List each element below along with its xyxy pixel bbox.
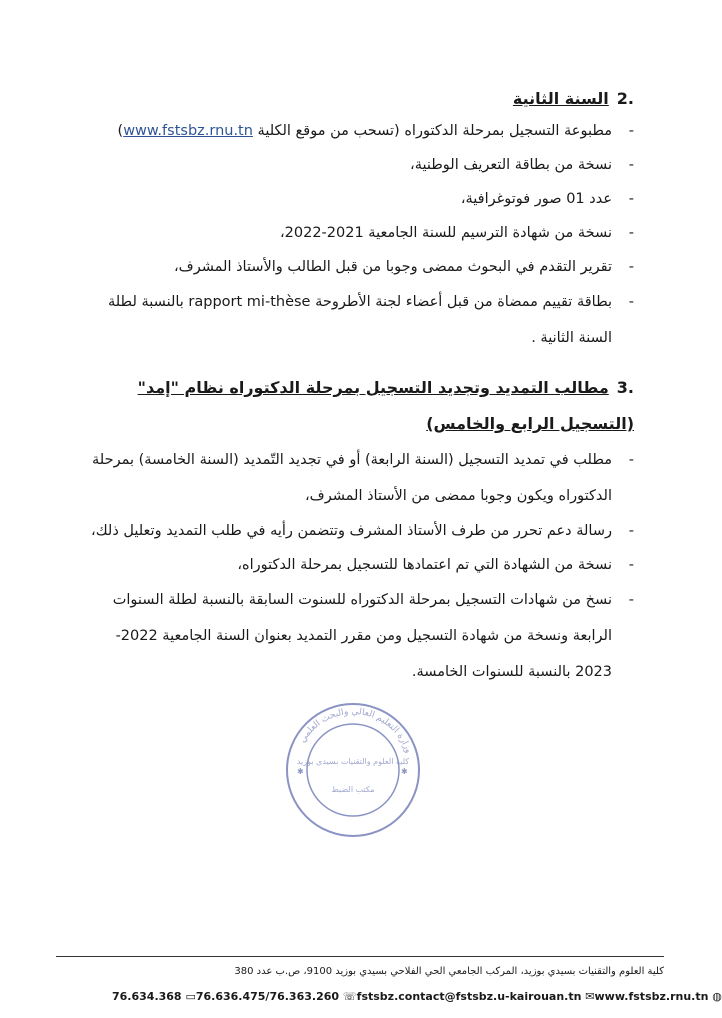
footer-email[interactable]: fstsbz.contact@fstsbz.u-kairouan.tn ✉	[356, 990, 595, 1003]
list-item: - نسخة من الشهادة التي تم اعتمادها للتسجيل بمرحلة الدكتوراه،	[88, 548, 634, 582]
footer-contacts	[112, 990, 722, 1003]
svg-text:✱: ✱	[401, 767, 408, 776]
section-3-number: .3	[616, 378, 634, 397]
list-item: - عدد 01 صور فوتوغرافية،	[88, 182, 634, 216]
email-icon: ✉	[585, 990, 595, 1003]
list-item-text: مطبوعة التسجيل بمرحلة الدكتوراه (تسحب من موقع الكلية	[252, 123, 612, 139]
footer-divider	[56, 956, 664, 957]
list-item: - نسخ من شهادات التسجيل بمرحلة الدكتوراه للسنوت السابقة بالنسبة لطلة السنوات الرابعة ونسخة من شهادة التسجيل ومن مقرر التمديد بعنوان السنة الجامعية 2022-2023 بالنسبة للسنوات الخامسة.	[88, 582, 634, 690]
svg-text:وزارة التعليم العالي والبحث ال: وزارة التعليم العالي والبحث العلمي	[297, 706, 414, 755]
list-item: - رسالة دعم تحرر من طرف الأستاذ المشرف وتتضمن رأيه في طلب التمديد وتعليل ذلك،	[88, 514, 634, 548]
section-2-title: السنة الثانية	[512, 89, 609, 108]
list-item: - تقرير التقدم في البحوث ممضى وجوبا من قبل الطالب والأستاذ المشرف،	[88, 250, 634, 284]
list-item: - نسخة من بطاقة التعريف الوطنية،	[88, 148, 634, 182]
footer-website[interactable]: www.fstsbz.rnu.tn ◍	[594, 990, 722, 1003]
section-3-list	[88, 442, 634, 690]
faculty-website-link[interactable]: www.fstsbz.rnu.tn	[123, 123, 253, 139]
svg-text:كلية العلوم والتقنيات بسيدي بو: كلية العلوم والتقنيات بسيدي بوزيد	[296, 757, 410, 766]
section-2-heading	[88, 84, 634, 114]
footer-fax: 76.634.368 ▭	[112, 990, 196, 1003]
footer-phone: 76.636.475/76.363.260 ☏	[195, 990, 357, 1003]
section-3-heading	[88, 370, 634, 442]
document-body	[88, 84, 634, 690]
list-item	[88, 114, 634, 148]
list-item: - بطاقة تقييم ممضاة من قبل أعضاء لجنة الأطروحة rapport mi-thèse بالنسبة لطلة السنة الثانية .	[88, 284, 634, 356]
svg-text:مكتب الضبط: مكتب الضبط	[331, 785, 375, 794]
footer-address: كلية العلوم والتقنيات بسيدي بوزيد، المركب الجامعي الحي الفلاحي بسيدي بوزيد 9100، ص.ب عدد 380	[234, 966, 664, 977]
section-2-list	[88, 114, 634, 356]
globe-icon: ◍	[712, 990, 722, 1003]
official-stamp	[283, 700, 423, 840]
phone-icon: ☏	[342, 990, 357, 1003]
section-2-number: .2	[616, 89, 634, 108]
list-item: - نسخة من شهادة الترسيم للسنة الجامعية 2021-2022،	[88, 216, 634, 250]
section-3-title: مطالب التمديد وتجديد التسجيل بمرحلة الدكتوراه نظام "إمد" (التسجيل الرابع والخامس)	[137, 378, 634, 433]
fax-icon: ▭	[185, 990, 196, 1003]
list-item-text-end: )	[117, 123, 124, 139]
list-item: - مطلب في تمديد التسجيل (السنة الرابعة) أو في تجديد التّمديد (السنة الخامسة) بمرحلة الدكتوراه ويكون وجوبا ممضى من الأستاذ المشرف،	[88, 442, 634, 514]
svg-text:✱: ✱	[297, 767, 304, 776]
